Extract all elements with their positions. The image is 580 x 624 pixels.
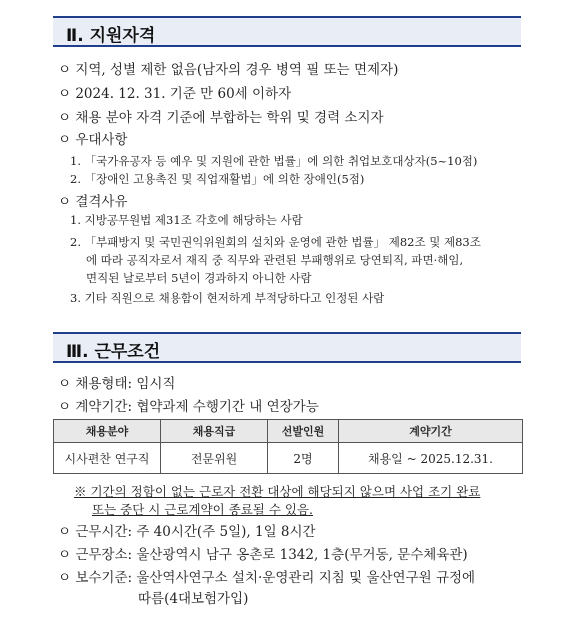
disqualification-item: 2. 「부패방지 및 국민권익위원회의 설치와 운영에 관한 법률」 제82조 및 제83조 (70, 235, 481, 249)
preference-item: 2. 「장애인 고용촉진 및 직업재활법」에 의한 장애인(5점) (70, 172, 365, 186)
qualification-bullet: ㅇ 지역, 성별 제한 없음(남자의 경우 병역 필 또는 면제자) (58, 62, 399, 78)
qualification-bullet: ㅇ 2024. 12. 31. 기준 만 60세 이하자 (58, 86, 292, 102)
disqualification-label: ㅇ 결격사유 (58, 194, 128, 210)
pay-standard-cont: 따름(4대보험가입) (138, 591, 249, 607)
table-header: 계약기간 (339, 420, 523, 443)
disqualification-item-cont: 면직된 날로부터 5년이 경과하지 아니한 사람 (86, 271, 312, 285)
table-note-cont: 또는 중단 시 근로계약이 종료될 수 있음. (92, 502, 314, 517)
table-cell: 전문위원 (161, 443, 268, 474)
table-cell: 2명 (268, 443, 339, 474)
disqualification-item: 3. 기타 직원으로 채용함이 현저하게 부적당하다고 인정된 사람 (70, 291, 385, 305)
preference-item: 1. 「국가유공자 등 예우 및 지원에 관한 법률」에 의한 취업보호대상자(5~10점) (70, 154, 478, 168)
employment-type: ㅇ 채용형태: 임시직 (58, 376, 176, 392)
contract-period: ㅇ 계약기간: 협약과제 수행기간 내 연장가능 (58, 399, 319, 415)
recruitment-table (53, 419, 523, 474)
table-header: 채용분야 (54, 420, 161, 443)
section-title: Ⅱ. 지원자격 (66, 26, 156, 46)
table-cell: 시사편찬 연구직 (54, 443, 161, 474)
table-header-row (54, 420, 523, 443)
work-hours: ㅇ 근무시간: 주 40시간(주 5일), 1일 8시간 (58, 524, 316, 540)
qualification-bullet: ㅇ 채용 분야 자격 기준에 부합하는 학위 및 경력 소지자 (58, 110, 384, 126)
pay-standard: ㅇ 보수기준: 울산역사연구소 설치·운영관리 지침 및 울산연구원 규정에 (58, 570, 476, 586)
section-header-qualifications (53, 16, 521, 47)
table-header: 채용직급 (161, 420, 268, 443)
table-cell: 채용일 ~ 2025.12.31. (339, 443, 523, 474)
preference-label: ㅇ 우대사항 (58, 132, 128, 148)
table-note: ※ 기간의 정함이 없는 근로자 전환 대상에 해당되지 않으며 사업 조기 완료 (74, 484, 481, 499)
disqualification-item: 1. 지방공무원법 제31조 각호에 해당하는 사람 (70, 213, 303, 227)
disqualification-item-cont: 에 따라 공직자로서 재직 중 직무와 관련된 부패행위로 당연퇴직, 파면·해임, (86, 253, 464, 267)
table-row (54, 443, 523, 474)
section-title: Ⅲ. 근무조건 (66, 342, 161, 362)
table-header: 선발인원 (268, 420, 339, 443)
section-header-work-conditions (53, 332, 521, 363)
work-location: ㅇ 근무장소: 울산광역시 남구 옹촌로 1342, 1층(무거동, 문수체육관) (58, 547, 468, 563)
